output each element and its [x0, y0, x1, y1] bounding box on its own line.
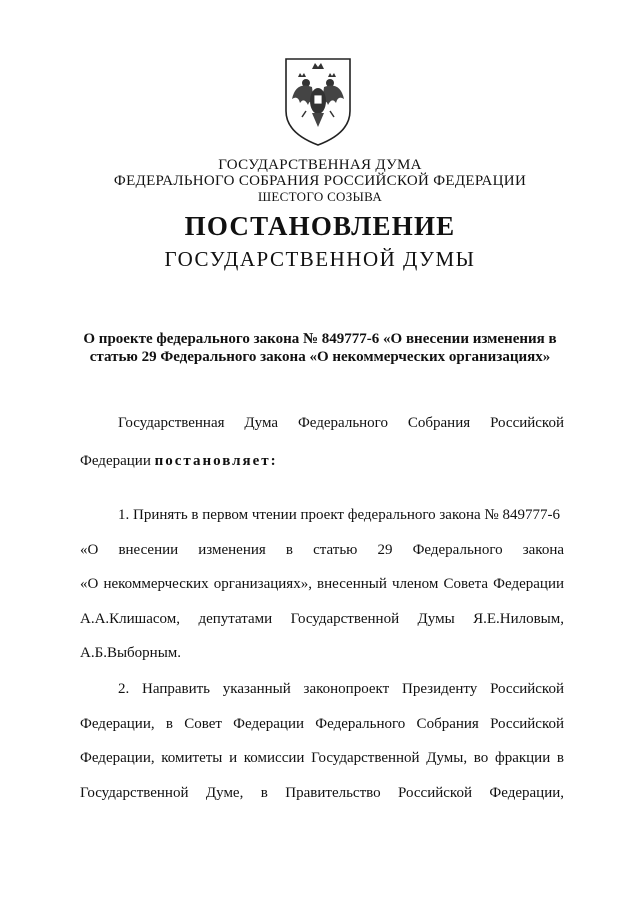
p2-line-3: Федерации, комитеты и комиссии Государственной Думы, во фракции в: [80, 750, 564, 766]
document-title: ПОСТАНОВЛЕНИЕ: [184, 211, 456, 241]
document-subtitle: ГОСУДАРСТВЕННОЙ ДУМЫ: [164, 247, 476, 271]
p2-line-2: Федерации, в Совет Федерации Федерального Собрания Российской: [80, 716, 564, 732]
p2-line-4: Государственной Думе, в Правительство Российской Федерации,: [80, 785, 564, 801]
p1-line-4: А.А.Клишасом, депутатами Государственной Думы Я.Е.Ниловым,: [80, 611, 564, 627]
p1-line-5: А.Б.Выборным.: [80, 645, 182, 661]
p1-line-3: «О некоммерческих организациях», внесенный членом Совета Федерации: [80, 576, 564, 592]
header-line-3: ШЕСТОГО СОЗЫВА: [257, 189, 383, 204]
subject-line-1: О проекте федерального закона № 849777-6 «О внесении изменения в: [83, 331, 557, 347]
header-line-2: ФЕДЕРАЛЬНОГО СОБРАНИЯ РОССИЙСКОЙ ФЕДЕРАЦИИ: [113, 173, 527, 189]
intro-line-1: Государственная Дума Федерального Собрания Российской: [118, 415, 564, 431]
intro-line-2: [80, 452, 564, 470]
decree-verb: постановляет:: [154, 453, 278, 469]
p2-line-1: 2. Направить указанный законопроект Президенту Российской: [118, 681, 564, 697]
document-subject: [70, 330, 570, 366]
p1-line-1: 1. Принять в первом чтении проект федерального закона № 849777-6: [118, 507, 560, 523]
subject-line-2: статью 29 Федерального закона «О некоммерческих организациях»: [89, 349, 551, 365]
p1-line-2: «О внесении изменения в статью 29 Федерального закона: [80, 542, 564, 558]
header-line-1: ГОСУДАРСТВЕННАЯ ДУМА: [218, 157, 422, 173]
intro-text: Федерации: [80, 453, 155, 469]
coat-of-arms-icon: [282, 55, 354, 147]
